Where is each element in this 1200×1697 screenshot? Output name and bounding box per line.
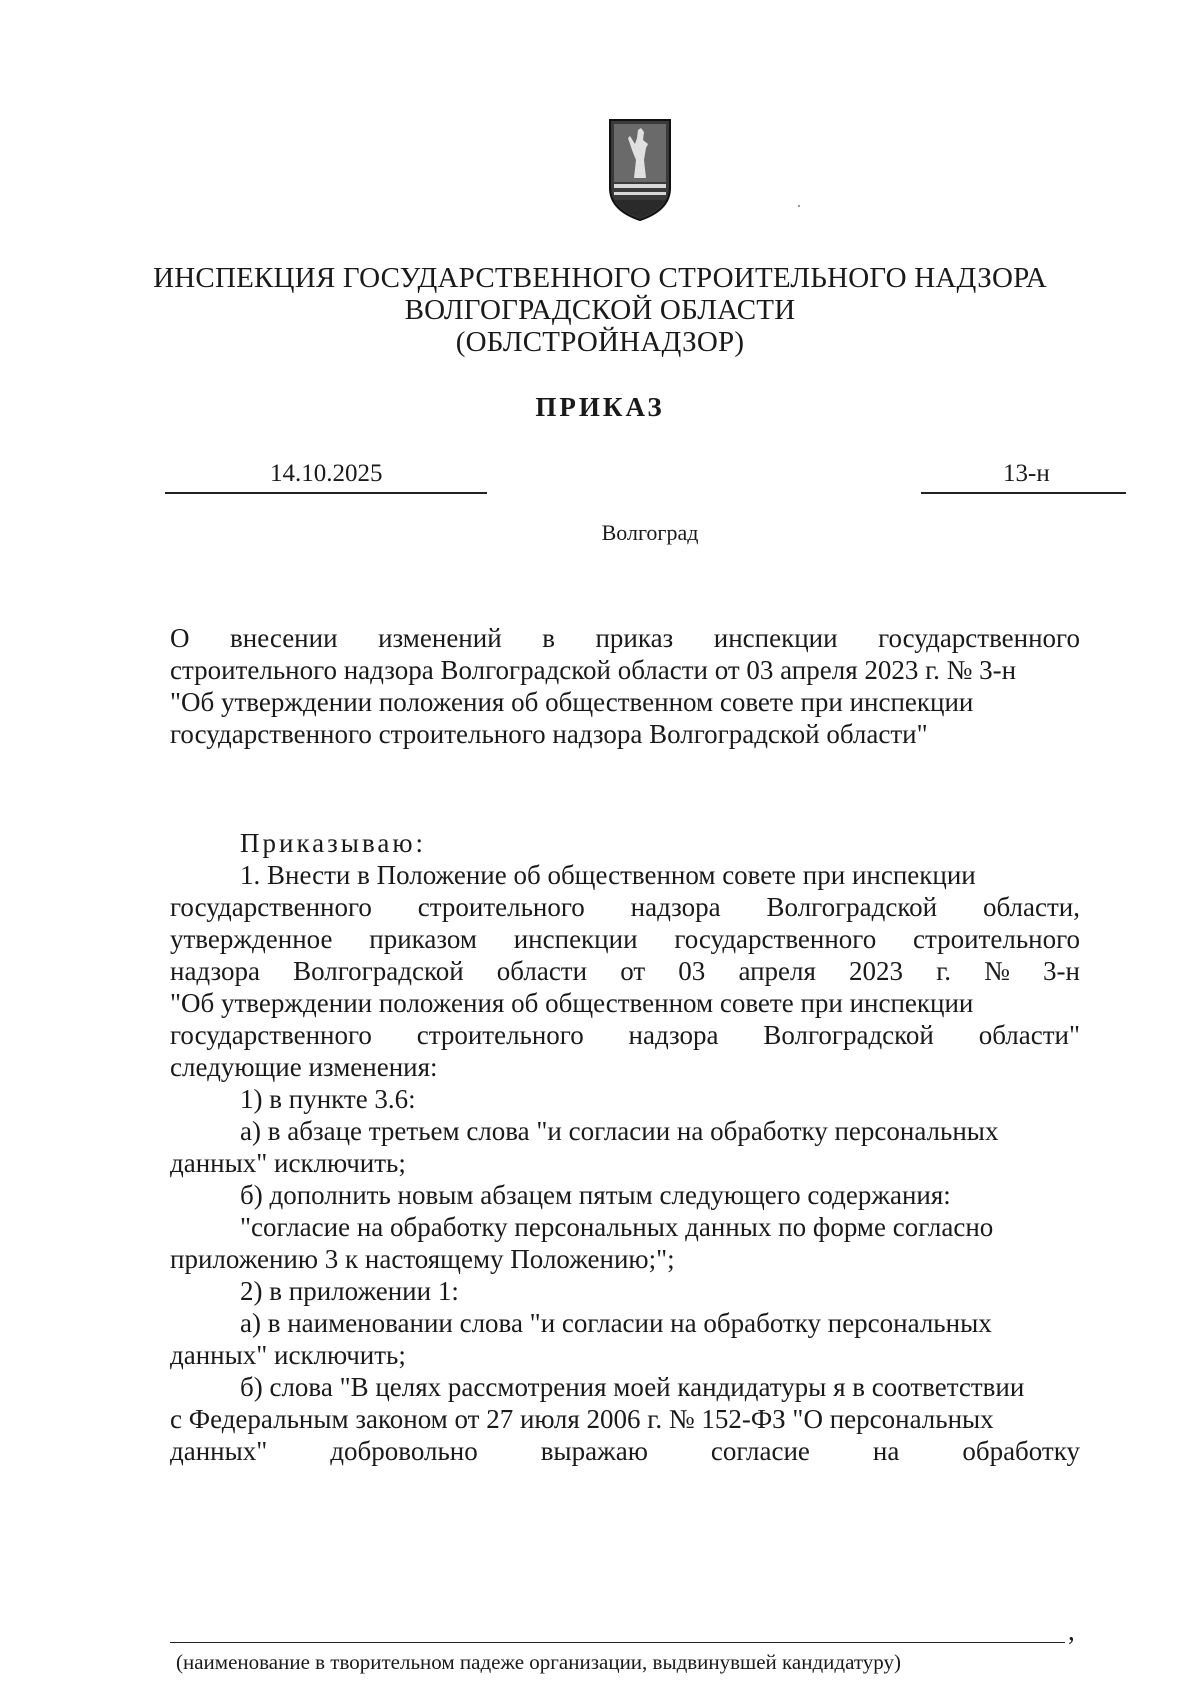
subject-line-3: "Об утверждении положения об общественном совете при инспекции — [170, 687, 974, 717]
order-number: 13-н — [1003, 460, 1050, 487]
trailing-comma: , — [1068, 1616, 1075, 1646]
order-date: 14.10.2025 — [270, 460, 383, 487]
item-1-line-1: 1. Внести в Положение об общественном совете при инспекции — [240, 860, 976, 890]
subitem-2b-line-2: с Федеральным законом от 27 июля 2006 г. № 152-ФЗ "О персональных — [170, 1404, 994, 1434]
blank-fill-line — [170, 1641, 1065, 1643]
subitem-2b-line-1: б) слова "В целях рассмотрения моей кандидатуры я в соответствии — [240, 1372, 1025, 1402]
item-1-line-5: "Об утверждении положения об общественном совете при инспекции — [170, 988, 974, 1018]
subitem-1b: б) дополнить новым абзацем пятым следующего содержания: — [240, 1180, 951, 1210]
subitem-1a-line-1: а) в абзаце третьем слова "и согласии на обработку персональных — [240, 1116, 999, 1146]
item-1-line-2: государственного строительного надзора Волгоградской области, — [170, 892, 1080, 922]
item-1-line-4: надзора Волгоградской области от 03 апреля 2023 г. № 3-н — [170, 956, 1080, 986]
coat-of-arms-emblem — [608, 118, 672, 222]
subject-line-1: О внесении изменений в приказ инспекции государственного — [170, 623, 1080, 653]
subitem-1b-quote-line-2: приложению 3 к настоящему Положению;"; — [170, 1244, 675, 1274]
item-1-line-6: государственного строительного надзора Волгоградской области" — [170, 1020, 1080, 1050]
subitem-2: 2) в приложении 1: — [240, 1276, 459, 1306]
blank-line-caption: (наименование в творительном падеже организации, выдвинувшей кандидатуру) — [176, 1650, 901, 1674]
scan-speck — [798, 205, 800, 207]
subitem-1: 1) в пункте 3.6: — [240, 1084, 416, 1114]
document-type-title: ПРИКАЗ — [535, 392, 665, 422]
subitem-2a-line-2: данных" исключить; — [170, 1340, 406, 1370]
org-name-line-2: ВОЛГОГРАДСКОЙ ОБЛАСТИ — [404, 294, 796, 326]
subitem-1b-quote-line-1: "согласие на обработку персональных данных по форме согласно — [240, 1212, 994, 1242]
org-name-line-3: (ОБЛСТРОЙНАДЗОР) — [455, 326, 745, 358]
order-directive: Приказываю: — [240, 828, 426, 858]
item-1-line-7: следующие изменения: — [170, 1052, 438, 1082]
subject-line-2: строительного надзора Волгоградской области от 03 апреля 2023 г. № 3-н — [170, 655, 1017, 685]
subject-line-4: государственного строительного надзора Волгоградской области" — [170, 719, 928, 749]
subitem-2b-line-3: данных" добровольно выражаю согласие на обработку — [170, 1436, 1080, 1466]
item-1-line-3: утвержденное приказом инспекции государственного строительного — [170, 924, 1080, 954]
subitem-2a-line-1: а) в наименовании слова "и согласии на обработку персональных — [240, 1308, 992, 1338]
subitem-1a-line-2: данных" исключить; — [170, 1148, 406, 1178]
org-name-line-1: ИНСПЕКЦИЯ ГОСУДАРСТВЕННОГО СТРОИТЕЛЬНОГО НАДЗОРА — [153, 262, 1047, 294]
city: Волгоград — [601, 520, 699, 545]
